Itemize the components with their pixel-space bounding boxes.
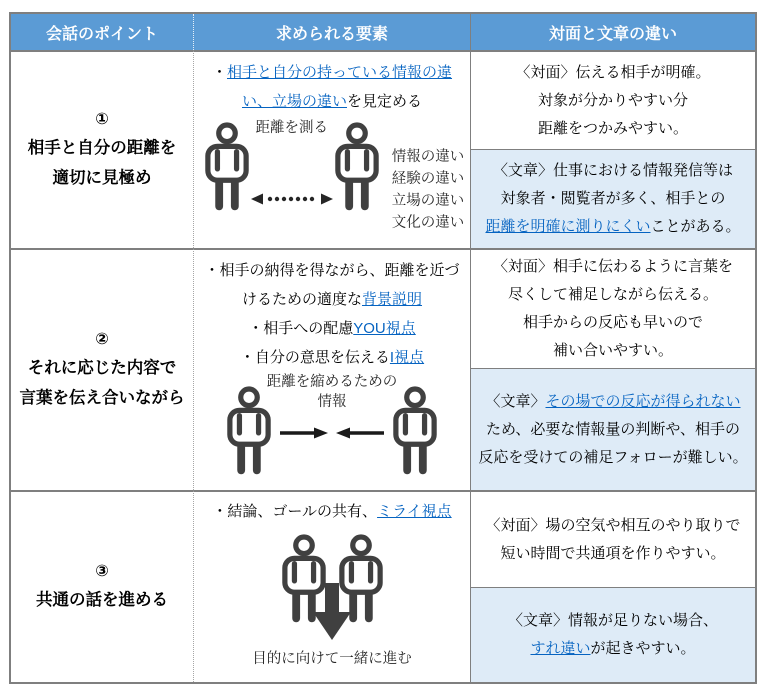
elements-bullets [194,250,470,372]
writing-note [471,587,755,682]
link-text[interactable]: ミライ視点 [377,503,452,520]
writing-note [471,149,755,248]
link-text[interactable]: I視点 [389,349,425,366]
note-line [485,213,740,241]
note-line: 短い時間で共通項を作りやすい。 [500,544,726,562]
list-item: 文化の違い [391,215,465,231]
point-number: ③ [95,563,109,580]
point-line: 言葉を伝え合いながら [19,389,185,407]
link-text[interactable]: すれ違い [530,640,591,657]
person-icon [388,386,442,479]
list-item: 情報の違い [391,149,465,165]
bullet-text: ・結論、ゴールの共有、 [212,503,378,520]
person-icon [222,386,276,479]
header-required-elements [193,14,470,50]
point-cell-1 [11,50,193,248]
elements-bullet [198,314,466,343]
elements-bullet [198,343,466,372]
note-line: 距離をつかみやすい。 [537,119,688,137]
elements-cell-3 [193,490,470,682]
elements-bullet [194,492,470,526]
link-text[interactable]: YOU視点 [353,320,416,337]
bullet-text: ・ [211,64,227,81]
header-label: 求められる要素 [275,25,388,43]
diagram-label: 距離を測る [255,120,328,136]
difference-cell-2 [470,248,755,490]
header-label: 対面と文章の違い [548,25,677,43]
note-line: ため、必要な情報量の判断や、相手の [485,420,741,438]
header-face-vs-text [470,14,755,50]
face-to-face-note [471,52,755,149]
diagram-label: 距離を縮めるための [266,374,398,390]
move-together-diagram [194,526,470,669]
note-line: 尽くして補足しながら伝える。 [507,286,718,303]
difference-cell-1 [470,50,755,248]
diagram-label: 目的に向けて一緒に進む [252,651,412,667]
measure-distance-diagram [194,118,470,234]
note-line: 補い合いやすい。 [552,342,673,359]
face-to-face-note [471,250,755,368]
note-line: 反応を受けての補足フォローが難しい。 [478,448,748,466]
dotted-double-arrow-icon [250,192,334,206]
link-text[interactable]: 背景説明 [362,291,423,308]
list-item: 立場の違い [391,193,465,209]
header-conversation-points [11,14,193,50]
header-label: 会話のポイント [45,25,158,43]
writing-note [471,368,755,490]
bullet-text: ・相手への配慮 [248,320,354,337]
differences-list [392,146,465,234]
bullet-text: ・自分の意思を伝える [239,349,390,366]
link-text[interactable]: 距離を明確に測りにくい [485,218,651,235]
note-line: 〈対面〉相手に伝わるように言葉を [492,258,733,275]
point-line: 適切に見極め [52,169,152,187]
note-line [485,388,740,416]
bullet-text: ・相手の納得を得ながら、距離を近づけるための適度な [204,262,460,308]
face-to-face-note [471,492,755,587]
note-text: が起きやすい。 [590,640,696,657]
note-text: 〈文章〉 [485,392,546,410]
link-text[interactable]: 相手と自分の持っている情報の違い、立場の違い [227,64,453,110]
close-distance-diagram [194,372,470,479]
note-line: 〈対面〉伝える相手が明確。 [515,63,711,81]
note-line [530,635,695,663]
converging-arrows-icon [278,426,386,440]
elements-bullet [198,256,466,314]
point-cell-2 [11,248,193,490]
elements-cell-2 [193,248,470,490]
note-line: 〈文章〉仕事における情報発信等は [492,162,733,179]
point-line: 共通の話を進める [36,591,168,609]
note-line: 〈文章〉情報が足りない場合、 [507,612,718,629]
note-line: 〈対面〉場の空気や相互のやり取りで [485,516,741,534]
note-text: ことがある。 [650,218,741,235]
note-line: 対象者・閲覧者が多く、相手との [500,190,726,207]
diagram-center [254,118,330,206]
bullet-text: を見定める [347,93,423,110]
elements-bullet [194,52,470,116]
link-text[interactable]: その場での反応が得られない [545,392,741,410]
diagram-label: 情報 [317,394,347,410]
person-icon [330,122,384,215]
diagram-center [266,372,398,440]
point-number: ① [95,111,109,128]
point-number: ② [95,331,109,348]
comparison-table [9,12,757,684]
difference-cell-3 [470,490,755,682]
point-cell-3 [11,490,193,682]
note-line: 対象が分かりやすい分 [537,91,688,109]
point-line: それに応じた内容で [27,359,177,377]
elements-cell-1 [193,50,470,248]
person-icon [200,122,254,215]
list-item: 経験の違い [391,171,465,187]
down-arrow-icon [309,583,355,643]
point-line: 相手と自分の距離を [27,139,177,157]
note-line: 相手からの反応も早いので [522,314,703,331]
